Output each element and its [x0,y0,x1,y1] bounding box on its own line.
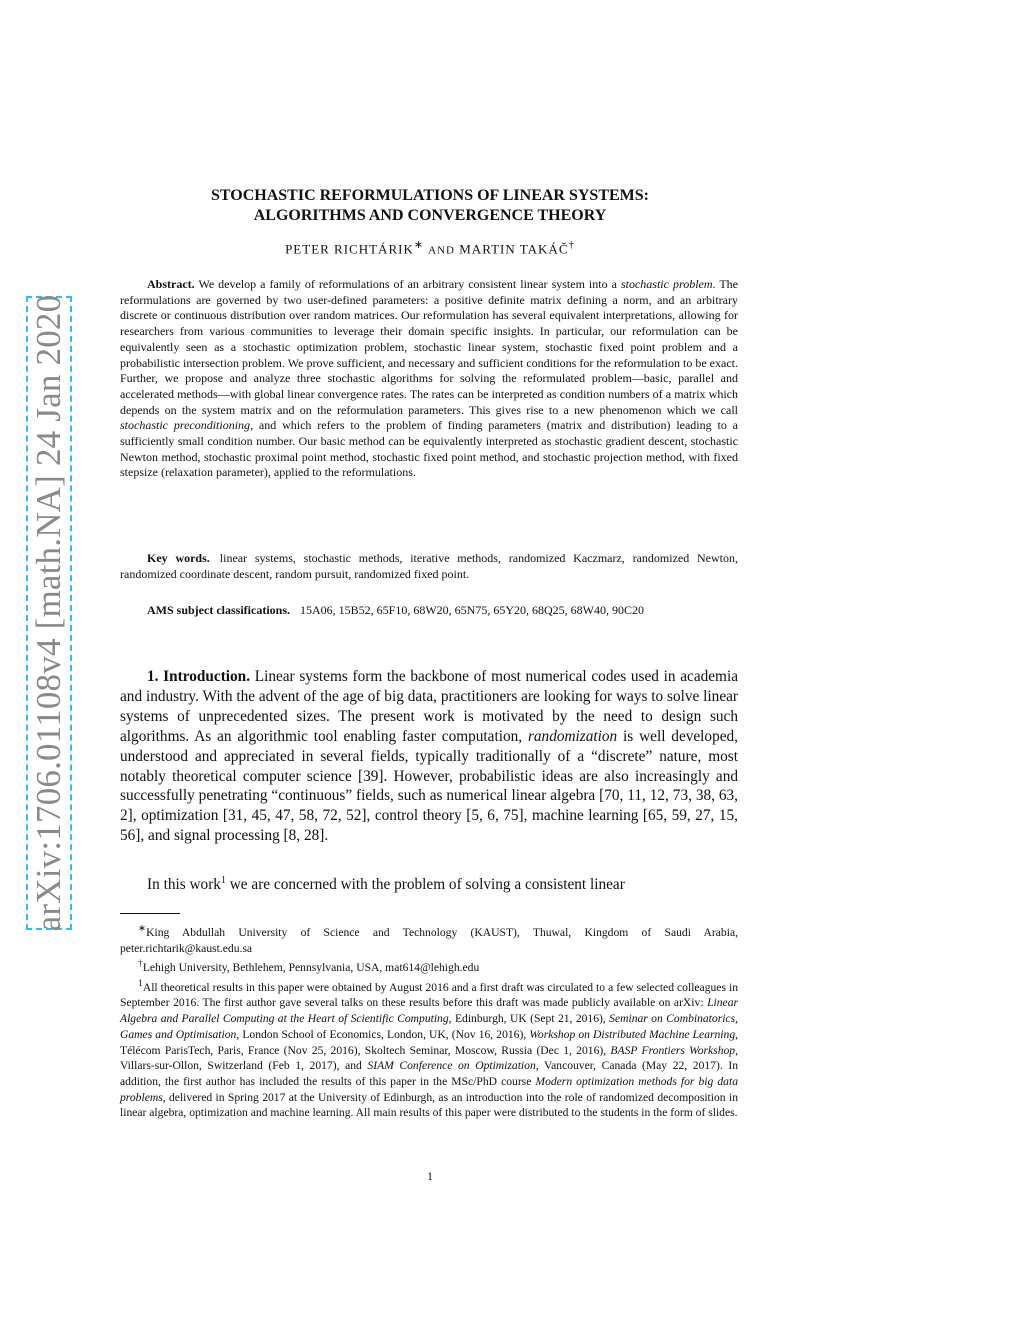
arxiv-stamp [26,296,72,930]
abstract-label: Abstract. [147,277,195,291]
keywords-text: linear systems, stochastic methods, iterative methods, randomized Kaczmarz, randomized Newton, randomized coordinate descent, random pursuit, randomized fixed point. [120,551,738,581]
author-2-mark: † [568,239,575,251]
abstract-text: We develop a family of reformulations of an arbitrary consistent linear system into a [198,277,621,291]
footnote-text: , Edinburgh, UK (Sept 21, 2016), [448,1012,610,1026]
paper-title [120,186,740,226]
footnote-emph: Linear Algebra and Parallel Computing at the Heart of Scientific Computing [120,996,738,1026]
title-line-1: STOCHASTIC REFORMULATIONS OF LINEAR SYSTEMS: [210,187,649,204]
footnote-rule [120,913,180,914]
title-line-2: ALGORITHMS AND CONVERGENCE THEORY [253,207,607,224]
keywords-label: Key words. [147,551,210,565]
footnote-emph: Workshop on Distributed Machine Learning [529,1027,736,1041]
ams-label: AMS subject classifications. [147,603,290,617]
abstract-text: , and which refers to the problem of finding parameters (matrix and distribution) leading to a sufficiently small condition number. Our basic method can be equivalently interpreted as stochastic gradient descent, stochastic Newton method, stochastic proximal point method, stochastic fixed point method, and stochastic projection method, with fixed stepsize (relaxation parameter), applied to the reformulations. [120,418,738,480]
author-2: MARTIN TAKÁČ [459,241,569,257]
footnote-mark: 1 [138,977,143,989]
author-and: AND [428,244,455,257]
author-list [120,238,740,257]
abstract-emph: stochastic preconditioning [120,418,251,433]
footnote-text: All theoretical results in this paper were obtained by August 2016 and a first draft was circulated to a few selected colleagues in September 2016. The first author gave several talks on these results before this draft was made publicly available on arXiv: [120,980,738,1010]
arxiv-stamp-text: arXiv:1706.01108v4 [math.NA] 24 Jan 2020 [29,294,68,932]
footnote-text: Lehigh University, Bethlehem, Pennsylvania, USA, mat614@lehigh.edu [142,961,480,975]
author-1-mark: ∗ [413,239,424,251]
footnote-3 [120,976,738,1121]
footnote-mark: † [138,958,143,970]
footnote-emph: SIAM Conference on Optimization [367,1059,536,1073]
footnote-text: , Villars-sur-Ollon, Switzerland (Feb 1, 2017), and [120,1043,738,1073]
intro-text: is well developed, understood and appreciated in several fields, typically traditionally of a “discrete” nature, most notably theoretical computer science [39]. However, probabilistic ideas are also increasingly and successfully penetrating “continuous” fields, such as numerical linear algebra [70, 11, 12, 73, 38, 63, 2], optimization [31, 45, 47, 58, 72, 52], control theory [5, 6, 75], machine learning [65, 59, 27, 15, 56], and signal processing [8, 28]. [120,727,738,845]
keywords [120,551,738,582]
footnote-2 [120,956,738,976]
footnote-mark: ∗ [138,923,147,934]
intro-paragraph [120,667,738,846]
footnote-text: King Abdullah University of Science and Technology (KAUST), Thuwal, Kingdom of Saudi Arabia, peter.richtarik@kaust.edu.sa [120,925,738,955]
author-1: PETER RICHTÁRIK [285,241,414,257]
intro-text: we are concerned with the problem of solving a consistent linear [225,876,625,894]
footnote-emph: Modern optimization methods for big data problems [120,1074,738,1104]
footnote-emph: Seminar on Combinatorics, Games and Optimisation [120,1012,738,1041]
abstract [120,277,738,481]
footnote-1 [120,921,738,956]
footnote-text: , delivered in Spring 2017 at the University of Edinburgh, as an introduction into the role of randomized decomposition in linear algebra, optimization and machine learning. All main results of this paper were distributed to the students in the form of slides. [120,1090,738,1120]
abstract-emph: stochastic problem [620,277,713,291]
intro-text: In this work [147,876,221,894]
page-number: 1 [427,1169,433,1183]
intro-paragraph-2 [120,871,738,895]
abstract-text: . The reformulations are governed by two user-defined parameters: a positive definite matrix defining a norm, and an arbitrary discrete or continuous distribution over random matrices. Our reformulation has several equivalent interpretations, allowing for researchers from various communities to leverage their domain specific insights. In particular, our reformulation can be equivalently seen as a stochastic optimization problem, stochastic linear system, stochastic fixed point problem and a probabilistic intersection problem. We prove sufficient, and necessary and sufficient conditions for the reformulation to be exact. Further, we propose and analyze three stochastic algorithms for solving the reformulated problem—basic, parallel and accelerated methods—with global linear convergence rates. The rates can be interpreted as condition numbers of a matrix which depends on the system matrix and on the reformulation parameters. This gives rise to a new phenomenon which we call [120,277,738,417]
footnote-text: , London School of Economics, London, UK, (Nov 16, 2016), [236,1027,530,1041]
ams-text: 15A06, 15B52, 65F10, 68W20, 65N75, 65Y20, 68Q25, 68W40, 90C20 [300,603,644,617]
intro-emph: randomization [527,727,618,745]
footnote-emph: BASP Frontiers Workshop [610,1043,736,1057]
footnote-text: , Vancouver, Canada (May 22, 2017). In addition, the first author has included the results of this paper in the MSc/PhD course [120,1059,738,1088]
footnote-mark: 1 [220,875,226,886]
footnote-text: , Télécom ParisTech, Paris, France (Nov 25, 2016), Skoltech Seminar, Moscow, Russia (Dec 1, 2016), [120,1027,739,1057]
ams-classifications [120,603,738,619]
intro-text: Linear systems form the backbone of most numerical codes used in academia and industry. With the advent of the age of big data, practitioners are looking for ways to solve linear systems of unprecedented sizes. The present work is motivated by the need to design such algorithms. As an algorithmic tool enabling faster computation, [120,668,738,745]
section-heading: 1. Introduction. [147,668,251,685]
footnotes [120,921,738,1121]
